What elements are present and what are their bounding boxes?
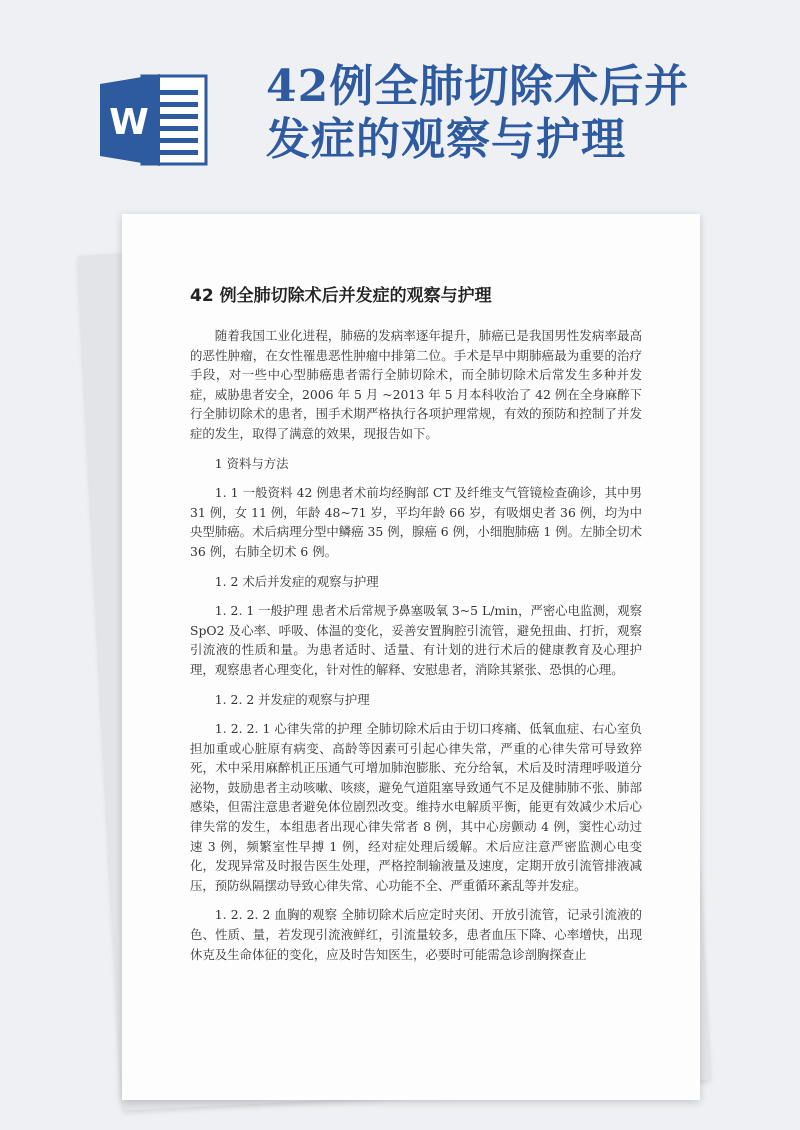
paragraph-1-1: 1. 1 一般资料 42 例患者术前均经胸部 CT 及纤维支气管镜检查确诊，其中男 31 例，女 11 例，年龄 48~71 岁，平均年龄 66 岁，有吸烟史者 36 例，均为中央型肺癌。术后病理分型中鳞癌 35 例，腺癌 6 例，小细胞肺癌 1 例。左肺全切术 36 例，右肺全切术 6 例。 bbox=[190, 485, 642, 559]
word-document-icon bbox=[100, 72, 212, 168]
section-heading-1-2-2: 1. 2. 2 并发症的观察与护理 bbox=[214, 691, 370, 707]
paragraph-1-2-2-1: 1. 2. 2. 1 心律失常的护理 全肺切除术后由于切口疼痛、低氧血症、右心室负担加重或心脏原有病变、高龄等因素可引起心律失常，严重的心律失常可导致猝死，术中采用麻醉机正压通气可增加肺泡膨胀、充分给氧，术后及时清理呼吸道分泌物，鼓励患者主动咳嗽、咳痰，避免气道阻塞导致通气不足及健肺肺不张、肺部感染，但需注意患者避免体位剧烈改变。维持水电解质平衡，能更有效减少术后心律失常的发生，本组患者出现心律失常者 8 例，其中心房颤动 4 例，窦性心动过速 3 例，频繁室性早搏 1 例，经对症处理后缓解。术后应注意严密监测心电变化，发现异常及时报告医生处理，严格控制输液量及速度，定期开放引流管排液减压，预防纵隔摆动导致心律失常、心功能不全、严重循环紊乱等并发症。 bbox=[190, 721, 642, 893]
section-heading-1-2: 1. 2 术后并发症的观察与护理 bbox=[214, 573, 379, 589]
page-title: 42例全肺切除术后并 发症的观察与护理 bbox=[266, 61, 690, 165]
paragraph-intro: 随着我国工业化进程，肺癌的发病率逐年提升，肺癌已是我国男性发病率最高的恶性肿瘤，在女性罹患恶性肿瘤中排第二位。手术是早中期肺癌最为重要的治疗手段，对一些中心型肺癌患者需行全肺切除术，而全肺切除术后常发生多种并发症，威胁患者安全，2006 年 5 月 ~2013 年 5 月本科收治了 42 例在全身麻醉下行全肺切除术的患者，围手术期严格执行各项护理常规，有效的预防和控制了并发症的发生，取得了满意的效果，现报告如下。 bbox=[190, 328, 642, 441]
document-title: 42 例全肺切除术后并发症的观察与护理 bbox=[190, 286, 492, 306]
paragraph-1-2-2-2: 1. 2. 2. 2 血胸的观察 全肺切除术后应定时夹闭、开放引流管，记录引流液的色、性质、量，若发现引流液鲜红，引流量较多，患者血压下降、心率增快，出现休克及生命体征的变化，应及时告知医生，必要时可能需急诊剖胸探查止 bbox=[190, 907, 642, 962]
section-heading-1: 1 资料与方法 bbox=[214, 455, 289, 471]
svg-text:W: W bbox=[109, 102, 149, 143]
header-banner bbox=[0, 0, 800, 200]
paragraph-1-2-1: 1. 2. 1 一般护理 患者术后常规予鼻塞吸氧 3~5 L/min，严密心电监测，观察 SpO2 及心率、呼吸、体温的变化，妥善安置胸腔引流管，避免扭曲、打折，观察引流液的性质和量。为患者适时、适量、有计划的进行术后的健康教育及心理护理，观察患者心理变化，针对性的解释、安慰患者，消除其紧张、恐惧的心理。 bbox=[190, 603, 642, 677]
document-body bbox=[190, 326, 642, 974]
document-page bbox=[122, 214, 700, 1100]
